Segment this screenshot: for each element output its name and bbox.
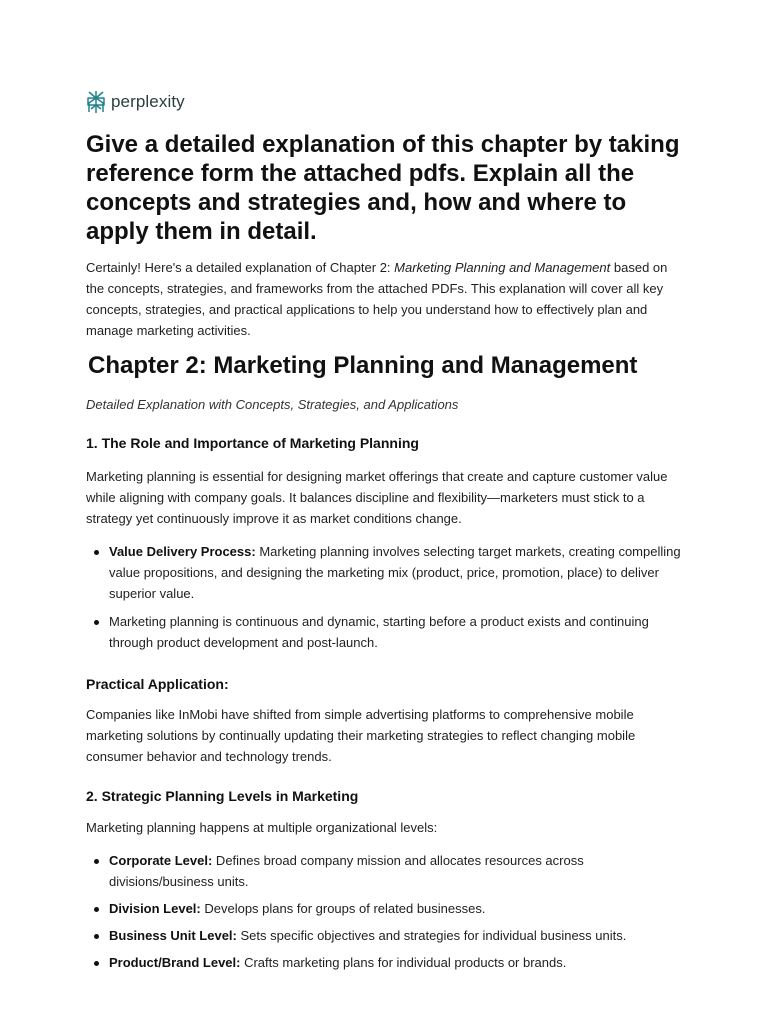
intro-paragraph: [86, 257, 686, 341]
section2-bullet-list: [86, 850, 686, 973]
bullet-text: Defines broad company mission and allocates resources across divisions/business units.: [109, 853, 584, 889]
bullet-text: Crafts marketing plans for individual products or brands.: [240, 955, 567, 970]
list-item: [86, 925, 686, 946]
bullet-text: Marketing planning involves selecting target markets, creating compelling value propositions, and designing the marketing mix (product, price, promotion, place) to deliver superior value.: [109, 544, 681, 601]
bullet-label: Corporate Level:: [109, 853, 213, 868]
brand-name: perplexity: [111, 92, 185, 111]
list-item: [86, 541, 686, 604]
section2-paragraph: Marketing planning happens at multiple organizational levels:: [86, 820, 438, 835]
bullet-text: Marketing planning is continuous and dynamic, starting before a product exists and continuing through product development and post-launch.: [109, 614, 649, 650]
section1-paragraph: Marketing planning is essential for designing market offerings that create and capture customer value while aligning with company goals. It balances discipline and flexibility—marketers must stick to a strategy yet continuously improve it as market conditions change.: [86, 469, 668, 526]
intro-text-end: based on the concepts, strategies, and frameworks from the attached PDFs. This explanation will cover all key concepts, strategies, and practical applications to help you understand how to effectively plan and manage marketing activities.: [86, 260, 668, 338]
intro-chapter-name: Marketing Planning and Management: [394, 260, 611, 275]
section1-heading: 1. The Role and Importance of Marketing Planning: [86, 435, 419, 451]
intro-text-start: Certainly! Here's a detailed explanation of Chapter 2:: [86, 260, 395, 275]
section1-bullet-list: [86, 541, 686, 653]
list-item: [86, 952, 686, 973]
list-item: [86, 898, 686, 919]
query-title: Give a detailed explanation of this chapter by taking reference form the attached pdfs. Explain all the concepts and strategies and, how and where to apply them in detail.: [86, 131, 680, 245]
perplexity-logo-icon: [86, 90, 106, 114]
bullet-text: Sets specific objectives and strategies for individual business units.: [236, 928, 627, 943]
bullet-label: Product/Brand Level:: [109, 955, 241, 970]
chapter-title: Chapter 2: Marketing Planning and Management: [88, 352, 638, 379]
chapter-subtitle: Detailed Explanation with Concepts, Strategies, and Applications: [86, 397, 459, 412]
bullet-label: Business Unit Level:: [109, 928, 237, 943]
list-item: [86, 850, 686, 892]
brand-logo[interactable]: [86, 90, 185, 114]
bullet-label: Value Delivery Process:: [109, 544, 256, 559]
practical-heading: Practical Application:: [86, 676, 229, 692]
bullet-text: Develops plans for groups of related businesses.: [200, 901, 486, 916]
practical-paragraph: Companies like InMobi have shifted from simple advertising platforms to comprehensive mobile marketing solutions by continually updating their marketing strategies to reflect changing mobile consumer behavior and technology trends.: [86, 707, 636, 764]
section2-heading: 2. Strategic Planning Levels in Marketing: [86, 788, 359, 804]
list-item: [86, 611, 686, 653]
bullet-label: Division Level:: [109, 901, 201, 916]
